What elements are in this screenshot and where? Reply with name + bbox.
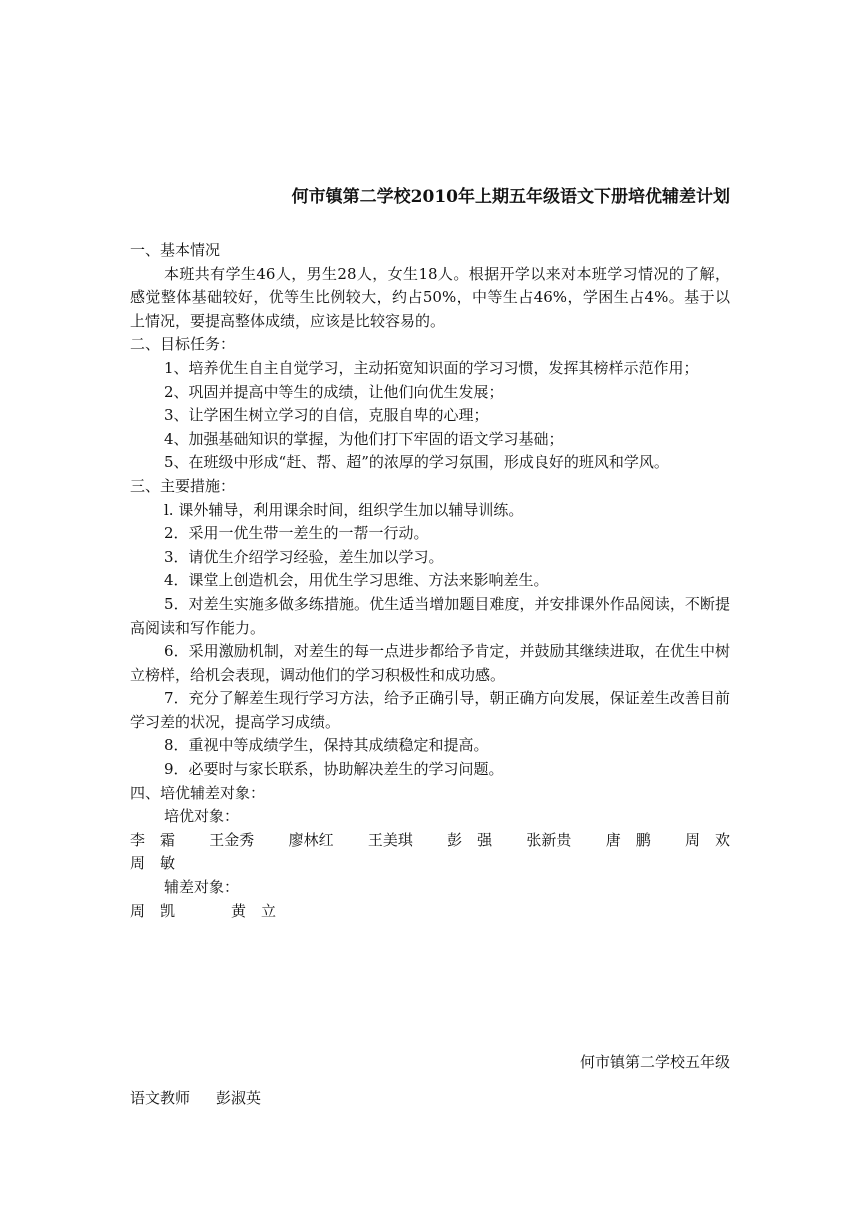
signature-teacher	[130, 1087, 730, 1111]
top-students-list	[130, 829, 730, 853]
section-heading: 四、培优辅差对象：	[130, 783, 266, 802]
teacher-name: 彭淑英	[216, 1088, 262, 1107]
section-heading: 二、目标任务：	[130, 335, 236, 354]
student-name: 周 凯	[130, 901, 176, 920]
student-name: 李 霜	[130, 830, 176, 849]
document-body	[130, 239, 730, 923]
help-students-list	[130, 900, 730, 924]
goal-item: 3、让学困生树立学习的自信，克服自卑的心理；	[164, 406, 489, 425]
measure-item: 8．重视中等成绩学生，保持其成绩稳定和提高。	[164, 736, 489, 755]
measure-item: 3．请优生介绍学习经验，差生加以学习。	[164, 547, 444, 566]
goal-item: 1、培养优生自主自觉学习，主动拓宽知识面的学习习惯，发挥其榜样示范作用；	[164, 358, 699, 377]
measure-item: 6．采用激励机制，对差生的每一点进步都给予肯定，并鼓励其继续进取，在优生中树立榜样，给机会表现，调动他们的学习积极性和成功感。	[130, 642, 730, 684]
measure-item: 5．对差生实施多做多练措施。优生适当增加题目难度，并安排课外作品阅读，不断提高阅读和写作能力。	[130, 594, 730, 637]
student-name: 王美琪	[367, 830, 413, 849]
goal-item: 4、加强基础知识的掌握，为他们打下牢固的语文学习基础；	[164, 429, 564, 448]
student-name: 周 欢	[684, 830, 730, 849]
signature-school: 何市镇第二学校五年级	[579, 1053, 730, 1071]
basic-situation-paragraph: 本班共有学生46人，男生28人，女生18人。根据开学以来对本班学习情况的了解，感觉整体基础较好，优等生比例较大，约占50%，中等生占46%，学困生占4%。基于以上情况，要提高整体成绩，应该是比较容易的。	[130, 264, 730, 330]
student-name: 黄 立	[231, 901, 277, 920]
measure-item: 9．必要时与家长联系，协助解决差生的学习问题。	[164, 760, 504, 779]
student-name: 彭 强	[447, 830, 493, 849]
top-students-label: 培优对象：	[164, 807, 240, 826]
top-students-list-continued	[130, 852, 730, 876]
student-name: 王金秀	[209, 830, 255, 849]
student-name: 周 敏	[130, 854, 176, 873]
measure-item: 2．采用一优生带一差生的一帮一行动。	[164, 524, 429, 543]
signature-block	[130, 1051, 730, 1110]
goal-item: 2、巩固并提高中等生的成绩，让他们向优生发展；	[164, 382, 504, 401]
section-heading: 三、主要措施：	[130, 476, 236, 495]
goal-item: 5、在班级中形成“赶、帮、超”的浓厚的学习氛围，形成良好的班风和学风。	[164, 453, 669, 472]
teacher-role: 语文教师	[130, 1088, 191, 1107]
measure-item: 7．充分了解差生现行学习方法，给予正确引导，朝正确方向发展，保证差生改善目前学习差的状况，提高学习成绩。	[130, 689, 730, 731]
student-name: 廖林红	[288, 830, 334, 849]
measure-item: 4．课堂上创造机会，用优生学习思维、方法来影响差生。	[164, 571, 549, 590]
measure-item: l. 课外辅导，利用课余时间，组织学生加以辅导训练。	[164, 500, 524, 519]
section-heading: 一、基本情况	[130, 241, 221, 259]
help-students-label: 辅差对象：	[164, 878, 240, 897]
document-title: 何市镇第二学校2010年上期五年级语文下册培优辅差计划	[291, 187, 730, 207]
student-name: 唐 鹏	[605, 830, 651, 849]
student-name: 张新贵	[526, 830, 572, 849]
